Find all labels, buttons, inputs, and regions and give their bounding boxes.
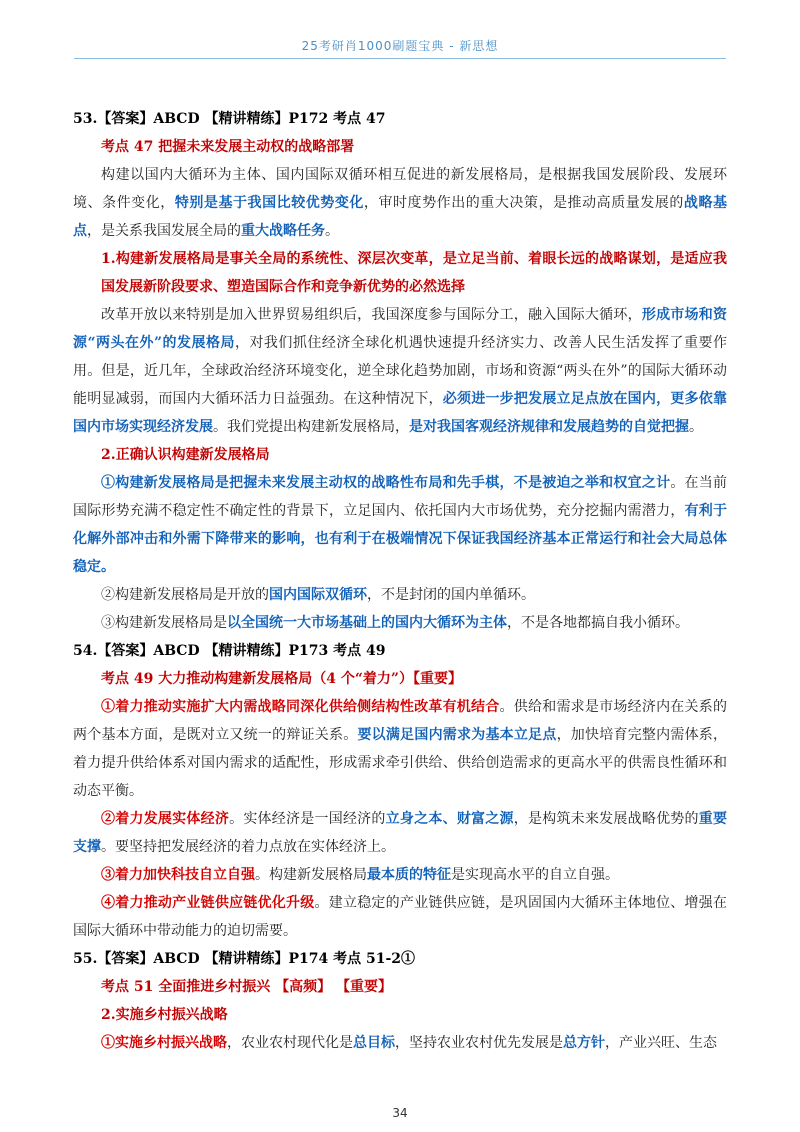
highlight-blue: 总目标 <box>353 1035 395 1051</box>
text: 。供给和需求是市场经济内在关系的两个基本方面，是既对立又统一的辩证关系。 <box>73 699 728 743</box>
paragraph-reform <box>73 301 727 441</box>
page-content <box>73 105 727 1057</box>
text: ，农业农村现代化是 <box>227 1035 353 1051</box>
answer-55: 55.【答案】ABCD 【精讲精练】P174 考点 51-2① <box>73 951 416 967</box>
highlight-blue: 形成市场和资源“两头在外”的发展格局 <box>73 307 728 351</box>
paragraph-point-1 <box>73 469 727 581</box>
highlight-blue: 重要支撑 <box>73 811 728 855</box>
paragraph-intro <box>73 161 727 245</box>
text: ②构建新发展格局是开放的 <box>101 587 269 603</box>
text: ，是构筑未来发展战略优势的 <box>513 811 699 827</box>
text: 。建立稳定的产业链供应链，是巩固国内大循环主体地位、增强在国际大循环中带动能力的迫切需要。 <box>73 895 728 939</box>
paragraph-point-3 <box>73 609 727 637</box>
answer-54: 54.【答案】ABCD 【精讲精练】P173 考点 49 <box>73 643 386 659</box>
text: 改革开放以来特别是加入世界贸易组织后，我国深度参与国际分工，融入国际大循环， <box>101 307 642 323</box>
answer-53: 53.【答案】ABCD 【精讲精练】P172 考点 47 <box>73 111 386 127</box>
paragraph-rural <box>73 1029 727 1057</box>
text: 。构建新发展格局 <box>255 867 367 883</box>
section-2-heading: 2.正确认识构建新发展格局 <box>101 447 270 463</box>
highlight-red: ①着力推动实施扩大内需战略同深化供给侧结构性改革有机结合 <box>101 699 500 715</box>
kaodian-47-title: 考点 47 把握未来发展主动权的战略部署 <box>101 139 355 155</box>
highlight-blue: 以全国统一大市场基础上的国内大循环为主体 <box>227 615 507 631</box>
text: ，加快培育完整内需体系，着力提升供给体系对国内需求的适配性，形成需求牵引供给、供给创造需求的更高水平的供需良性循环和动态平衡。 <box>73 727 728 799</box>
text: 。 <box>325 223 339 239</box>
section-1-heading: 1.构建新发展格局是事关全局的系统性、深层次变革，是立足当前、着眼长远的战略谋划，是适应我国发展新阶段要求、塑造国际合作和竞争新优势的必然选择 <box>101 251 727 295</box>
text: ，不是封闭的国内单循环。 <box>367 587 535 603</box>
highlight-blue: 战略基点 <box>73 195 728 239</box>
text: ，坚持农业农村优先发展是 <box>395 1035 563 1051</box>
highlight-blue: 特别是基于我国比较优势变化 <box>174 195 364 211</box>
page-number: 34 <box>392 1106 408 1120</box>
running-header: 25考研肖1000刷题宝典 - 新思想 <box>301 39 499 53</box>
highlight-blue: 立身之本、财富之源 <box>385 811 514 827</box>
paragraph-zhuoli-4 <box>73 889 727 945</box>
text: ，是关系我国发展全局的 <box>87 223 241 239</box>
highlight-blue: 重大战略任务 <box>241 223 325 239</box>
text: 。我们党提出构建新发展格局， <box>213 419 409 435</box>
kaodian-51-title: 考点 51 全面推进乡村振兴 【高频】 【重要】 <box>101 979 392 995</box>
paragraph-zhuoli-2 <box>73 805 727 861</box>
paragraph-zhuoli-3 <box>73 861 727 889</box>
highlight-blue: 要以满足国内需求为基本立足点 <box>357 727 557 743</box>
text: 构建以国内大循环为主体、国内国际双循环相互促进的新发展格局，是根据我国发展阶段、发展环境、条件变化， <box>73 167 727 211</box>
section-rural-heading: 2.实施乡村振兴战略 <box>101 1007 228 1023</box>
highlight-blue: 总方针 <box>563 1035 605 1051</box>
kaodian-49-title: 考点 49 大力推动构建新发展格局（4 个“着力”）【重要】 <box>101 671 462 687</box>
highlight-red: ③着力加快科技自立自强 <box>101 867 255 883</box>
highlight-red: ①实施乡村振兴战略 <box>101 1035 227 1051</box>
text: 。实体经济是一国经济的 <box>229 811 386 827</box>
text: ，产业兴旺、生态 <box>605 1035 717 1051</box>
text: ，对我们抓住经济全球化机遇快速提升经济实力、改善人民生活发挥了重要作用。但是，近几年，全球政治经济环境变化，逆全球化趋势加剧，市场和资源“两头在外”的国际大循环动能明显减弱，而国内大循环活力日益强劲。在这种情况下， <box>73 335 728 407</box>
highlight-blue: ①构建新发展格局是把握未来发展主动权的战略性布局和先手棋，不是被迫之举和权宜之计 <box>101 475 671 491</box>
highlight-blue: 有利于化解外部冲击和外需下降带来的影响，也有利于在极端情况下保证我国经济基本正常运行和社会大局总体稳定。 <box>73 503 728 575</box>
header-divider <box>74 58 726 59</box>
highlight-red: ④着力推动产业链供应链优化升级 <box>101 895 315 911</box>
text: 。 <box>689 419 703 435</box>
text: ③构建新发展格局是 <box>101 615 227 631</box>
highlight-blue: 是对我国客观经济规律和发展趋势的自觉把握 <box>409 419 689 435</box>
highlight-red: ②着力发展实体经济 <box>101 811 230 827</box>
text: ，审时度势作出的重大决策，是推动高质量发展的 <box>363 195 684 211</box>
highlight-blue: 国内国际双循环 <box>269 587 367 603</box>
paragraph-zhuoli-1 <box>73 693 727 805</box>
paragraph-point-2 <box>73 581 727 609</box>
text: 是实现高水平的自立自强。 <box>451 867 619 883</box>
highlight-blue: 最本质的特征 <box>367 867 451 883</box>
text: 。在当前国际形势充满不稳定性不确定性的背景下，立足国内、依托国内大市场优势，充分挖掘内需潜力， <box>73 475 728 519</box>
text: 。要坚持把发展经济的着力点放在实体经济上。 <box>101 839 395 855</box>
highlight-blue: 必须进一步把发展立足点放在国内，更多依靠国内市场实现经济发展 <box>73 391 728 435</box>
text: ，不是各地都搞自我小循环。 <box>507 615 689 631</box>
